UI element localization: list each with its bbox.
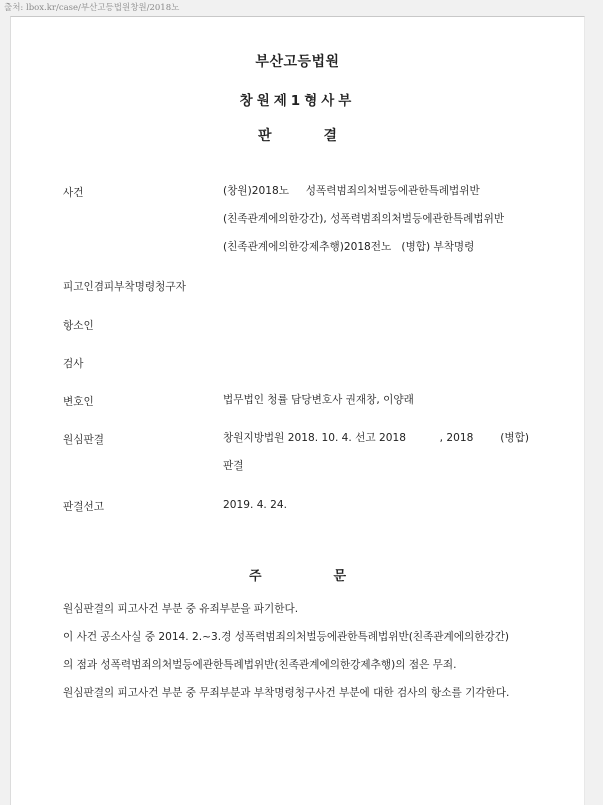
order-line: 원심판결의 피고사건 부분 중 무죄부분과 부착명령청구사건 부분에 대한 검사의 항소를 기각한다. <box>63 687 510 699</box>
field-label: 검사 <box>63 358 84 370</box>
field-label: 원심판결 <box>63 434 104 446</box>
order-line: 원심판결의 피고사건 부분 중 유죄부분을 파기한다. <box>63 603 299 615</box>
order-line: 의 점과 성폭력범죄의처벌등에관한특례법위반(친족관계에의한강제추행)의 점은 무죄. <box>63 659 457 671</box>
document-title: 판결 <box>257 128 390 144</box>
field-value: 2019. 4. 24. <box>223 499 288 511</box>
division-name: 창원제1형사부 <box>239 93 356 109</box>
field-value: 창원지방법원 2018. 10. 4. 선고 2018 , 2018 (병합) 판결 <box>223 432 533 472</box>
order-line: 이 사건 공소사실 중 2014. 2.~3.경 성폭력범죄의처벌등에관한특례법위반(친족관계에의한강간) <box>63 631 510 643</box>
field-label: 변호인 <box>63 396 94 408</box>
field-value: (창원)2018노 성폭력범죄의처벌등에관한특례법위반(친족관계에의한강간), 성폭력범죄의처벌등에관한특례법위반(친족관계에의한강제추행)2018전노 (병합) 부착명령 <box>223 185 505 253</box>
field-label: 항소인 <box>63 320 94 332</box>
document-page <box>10 16 585 805</box>
field-label: 사건 <box>63 187 84 199</box>
field-label: 피고인겸피부착명령청구자 <box>63 281 186 293</box>
field-label: 판결선고 <box>63 501 104 513</box>
court-name: 부산고등법원 <box>255 54 340 70</box>
order-heading: 주문 <box>248 569 419 584</box>
source-line: 출처: lbox.kr/case/부산고등법원창원/2018노 <box>4 3 180 13</box>
field-value: 법무법인 청률 담당변호사 권재창, 이양래 <box>223 394 414 406</box>
